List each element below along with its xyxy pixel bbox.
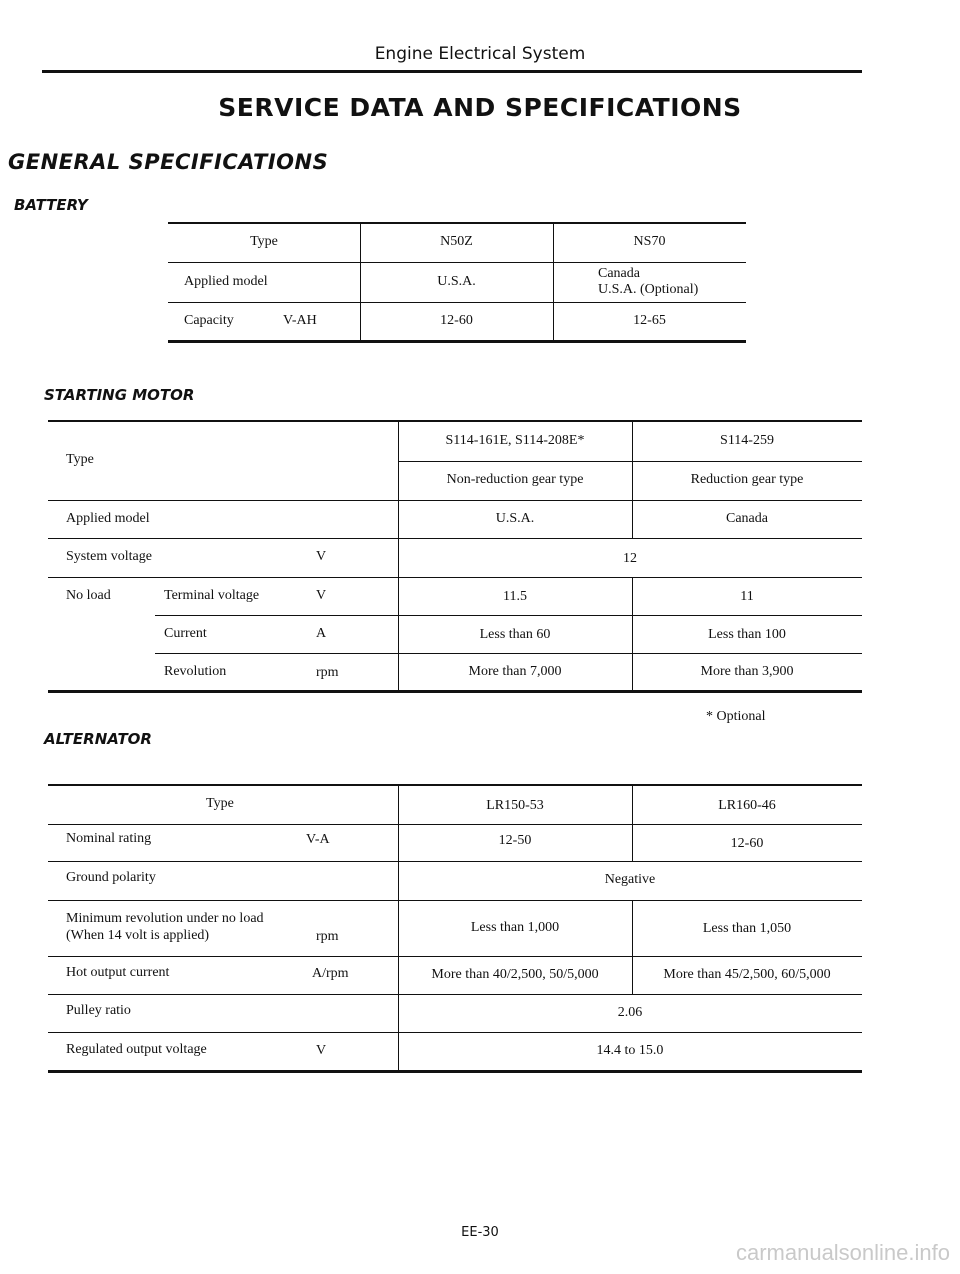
alt-type-c1: LR150-53: [486, 798, 544, 813]
sm-terminal-voltage-c2: 11: [740, 589, 754, 604]
sm-terminal-voltage-c1: 11.5: [503, 589, 527, 604]
running-header: Engine Electrical System: [374, 44, 586, 64]
page-number: EE-30: [461, 1225, 499, 1240]
alt-type-c2: LR160-46: [718, 798, 776, 813]
sm-type-c1-model: S114-161E, S114-208E*: [445, 433, 585, 448]
alt-hot-unit: A/rpm: [312, 966, 349, 981]
sm-applied-c2: Canada: [726, 511, 768, 526]
sm-current-label: Current: [164, 626, 207, 641]
sm-no-load-label: No load: [66, 588, 111, 603]
sm-applied-label: Applied model: [66, 511, 150, 526]
battery-capacity-label: Capacity: [184, 313, 234, 328]
sm-revolution-label: Revolution: [164, 664, 227, 679]
sm-system-voltage-value: 12: [623, 551, 637, 566]
battery-applied-c2-line2: U.S.A. (Optional): [598, 282, 699, 297]
general-specifications-heading: GENERAL SPECIFICATIONS: [8, 150, 329, 174]
battery-capacity-c1: 12-60: [440, 313, 473, 328]
alt-nominal-c1: 12-50: [498, 833, 532, 848]
alt-minrev-c2: Less than 1,050: [702, 921, 792, 936]
battery-type-label: Type: [250, 234, 278, 249]
alt-nominal-c2: 12-60: [730, 836, 764, 851]
alt-pulley-label: Pulley ratio: [66, 1003, 131, 1018]
alt-nominal-label: Nominal rating: [66, 831, 152, 846]
battery-applied-c2-line1: Canada: [598, 266, 640, 281]
alt-regulated-unit: V: [316, 1043, 327, 1058]
battery-type-n50z: N50Z: [440, 234, 473, 249]
sm-applied-c1: U.S.A.: [495, 511, 535, 526]
alt-ground-value: Negative: [604, 872, 656, 887]
sm-current-c2: Less than 100: [708, 627, 786, 642]
battery-capacity-c2: 12-65: [633, 313, 666, 328]
sm-revolution-c2: More than 3,900: [700, 664, 794, 679]
sm-system-voltage-unit: V: [316, 549, 327, 564]
battery-capacity-unit: V-AH: [283, 313, 317, 328]
sm-current-unit: A: [316, 626, 327, 641]
alt-regulated-value: 14.4 to 15.0: [596, 1043, 664, 1058]
alt-minrev-label-line1: Minimum revolution under no load: [66, 911, 264, 926]
alt-minrev-unit: rpm: [316, 929, 339, 944]
alternator-heading: ALTERNATOR: [44, 730, 152, 748]
battery-applied-c1: U.S.A.: [437, 274, 476, 289]
sm-terminal-voltage-label: Terminal voltage: [164, 588, 260, 603]
sm-current-c1: Less than 60: [479, 627, 551, 642]
sm-revolution-unit: rpm: [316, 665, 339, 680]
alt-nominal-unit: V-A: [306, 832, 330, 847]
alt-minrev-label-line2: (When 14 volt is applied): [66, 928, 210, 943]
sm-type-c2-gear: Reduction gear type: [690, 472, 804, 487]
alt-hot-label: Hot output current: [66, 965, 170, 980]
battery-heading: BATTERY: [14, 196, 88, 214]
battery-applied-label: Applied model: [184, 274, 268, 289]
optional-footnote: * Optional: [706, 709, 766, 724]
alt-pulley-value: 2.06: [617, 1005, 643, 1020]
header-rule: [42, 70, 862, 73]
sm-system-voltage-label: System voltage: [66, 549, 152, 564]
alt-regulated-label: Regulated output voltage: [66, 1042, 207, 1057]
alt-ground-label: Ground polarity: [66, 870, 156, 885]
sm-type-label: Type: [66, 452, 94, 467]
alt-hot-c1: More than 40/2,500, 50/5,000: [431, 967, 599, 982]
alt-hot-c2: More than 45/2,500, 60/5,000: [663, 967, 831, 982]
sm-type-c2-model: S114-259: [720, 433, 774, 448]
watermark: carmanualsonline.info: [735, 1240, 950, 1265]
sm-type-c1-gear: Non-reduction gear type: [446, 472, 584, 487]
alt-type-label: Type: [206, 796, 234, 811]
sm-terminal-voltage-unit: V: [316, 588, 327, 603]
alt-minrev-c1: Less than 1,000: [470, 920, 560, 935]
battery-type-ns70: NS70: [633, 234, 666, 249]
page-title: SERVICE DATA AND SPECIFICATIONS: [218, 93, 742, 122]
sm-revolution-c1: More than 7,000: [468, 664, 562, 679]
starting-motor-heading: STARTING MOTOR: [44, 386, 195, 404]
